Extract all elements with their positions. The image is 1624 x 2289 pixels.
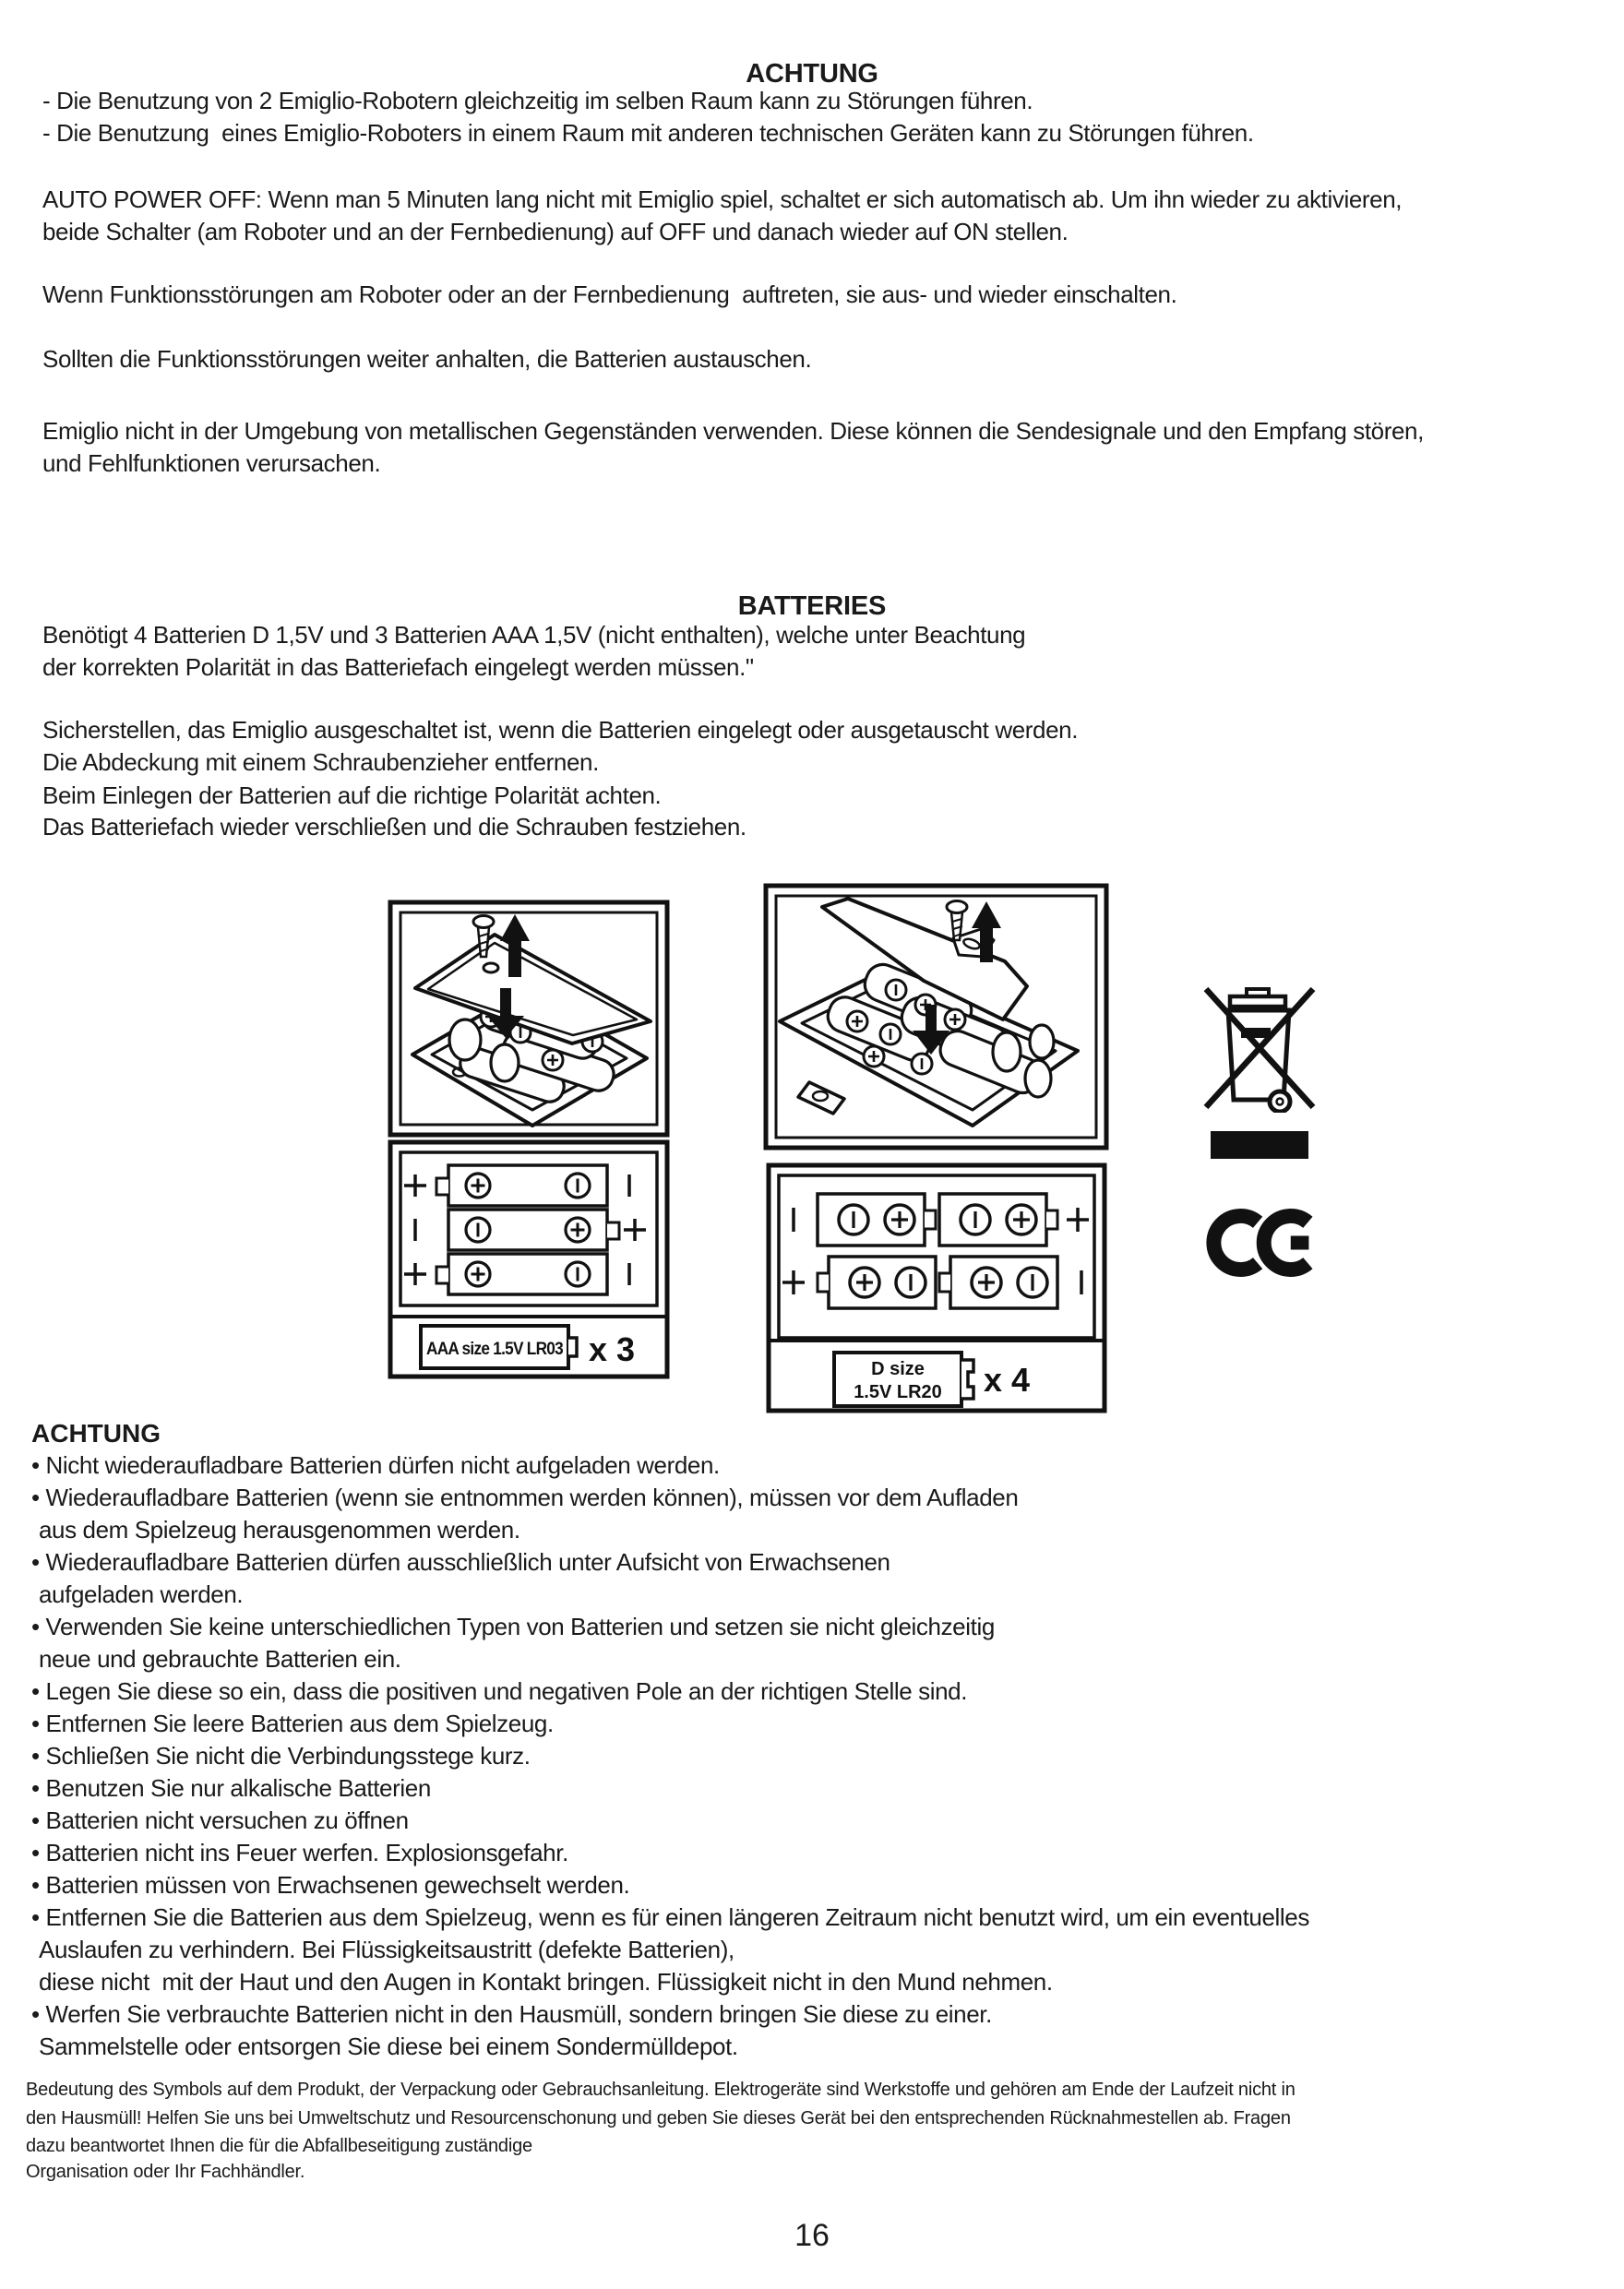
d-count-label: x 4: [984, 1361, 1031, 1399]
bullet-line: • Batterien nicht versuchen zu öffnen: [31, 1806, 409, 1834]
aaa-size-label: AAA size 1.5V LR03: [426, 1340, 564, 1359]
bullet-line: Sammelstelle oder entsorgen Sie diese bei einem Sondermülldepot.: [39, 2033, 738, 2060]
aaa-polarity-diagram: [388, 1139, 670, 1379]
text-line: der korrekten Polarität in das Batteriefach eingelegt werden müssen.": [42, 653, 754, 681]
text-line: Sicherstellen, das Emiglio ausgeschaltet ist, wenn die Batterien eingelegt oder ausgetauscht werden.: [42, 716, 1079, 744]
ce-mark-icon: [1204, 1202, 1317, 1283]
footer-line: den Hausmüll! Helfen Sie uns bei Umweltschutz und Resourcenschonung und geben Sie dieses Gerät bei den entsprechenden Rücknahmestellen ab. Fragen: [26, 2108, 1291, 2128]
bullet-line: neue und gebrauchte Batterien ein.: [39, 1645, 401, 1673]
weee-bin-icon: [1202, 984, 1317, 1113]
text-line: Sollten die Funktionsstörungen weiter anhalten, die Batterien austauschen.: [42, 345, 812, 373]
bullet-line: • Benutzen Sie nur alkalische Batterien: [31, 1774, 431, 1802]
text-line: Das Batteriefach wieder verschließen und die Schrauben festziehen.: [42, 813, 746, 840]
section-heading-achtung-2: ACHTUNG: [31, 1419, 161, 1448]
aaa-count-label: x 3: [589, 1330, 636, 1368]
footer-line: dazu beantwortet Ihnen die für die Abfallbeseitigung zuständige: [26, 2136, 532, 2156]
d-size-label-line2: 1.5V LR20: [854, 1382, 942, 1402]
section-heading-achtung: ACHTUNG: [746, 59, 878, 89]
bullet-line: • Entfernen Sie die Batterien aus dem Spielzeug, wenn es für einen längeren Zeitraum nicht benutzt wird, um ein eventuelles: [31, 1903, 1309, 1931]
bullet-line: • Wiederaufladbare Batterien (wenn sie entnommen werden können), müssen vor dem Aufladen: [31, 1484, 1019, 1511]
bullet-line: • Werfen Sie verbrauchte Batterien nicht in den Hausmüll, sondern bringen Sie diese zu einer.: [31, 2000, 992, 2028]
section-heading-batteries: BATTERIES: [737, 591, 887, 621]
bullet-line: • Legen Sie diese so ein, dass die positiven und negativen Pole an der richtigen Stelle sind.: [31, 1677, 968, 1705]
d-size-label-line1: D size: [871, 1359, 925, 1379]
text-line: Wenn Funktionsstörungen am Roboter oder an der Fernbedienung auftreten, sie aus- und wieder einschalten.: [42, 280, 1177, 308]
bullet-line: • Batterien müssen von Erwachsenen gewechselt werden.: [31, 1871, 630, 1899]
footer-line: Organisation oder Ihr Fachhändler.: [26, 2162, 305, 2182]
text-line: Benötigt 4 Batterien D 1,5V und 3 Batterien AAA 1,5V (nicht enthalten), welche unter Beachtung: [42, 621, 1026, 649]
aaa-battery-label: [421, 1326, 635, 1368]
aaa-compartment-diagram: [388, 900, 670, 1138]
bullet-line: • Entfernen Sie leere Batterien aus dem Spielzeug.: [31, 1710, 554, 1737]
text-line: Emiglio nicht in der Umgebung von metallischen Gegenständen verwenden. Diese können die Sendesignale und den Empfang stören,: [42, 417, 1424, 445]
bullet-line: aus dem Spielzeug herausgenommen werden.: [39, 1516, 520, 1544]
bullet-line: • Nicht wiederaufladbare Batterien dürfen nicht aufgeladen werden.: [31, 1451, 720, 1479]
bullet-line: • Batterien nicht ins Feuer werfen. Explosionsgefahr.: [31, 1839, 568, 1866]
d-compartment-diagram: [763, 883, 1109, 1150]
bullet-line: aufgeladen werden.: [39, 1580, 244, 1608]
text-line: Beim Einlegen der Batterien auf die richtige Polarität achten.: [42, 781, 662, 809]
bullet-line: • Wiederaufladbare Batterien dürfen ausschließlich unter Aufsicht von Erwachsenen: [31, 1548, 890, 1576]
bullet-line: Auslaufen zu verhindern. Bei Flüssigkeitsaustritt (defekte Batterien),: [39, 1936, 734, 1963]
footer-line: Bedeutung des Symbols auf dem Produkt, der Verpackung oder Gebrauchsanleitung. Elektrogeräte sind Werkstoffe und gehören am Ende der Laufzeit nicht in: [26, 2080, 1296, 2100]
text-line: Die Abdeckung mit einem Schraubenzieher entfernen.: [42, 748, 599, 776]
bullet-line: diese nicht mit der Haut und den Augen in Kontakt bringen. Flüssigkeit nicht in den Mund nehmen.: [39, 1968, 1053, 1996]
text-line: beide Schalter (am Roboter und an der Fernbedienung) auf OFF und danach wieder auf ON stellen.: [42, 218, 1069, 245]
bullet-line: • Verwenden Sie keine unterschiedlichen Typen von Batterien und setzen sie nicht gleichzeitig: [31, 1613, 995, 1640]
d-battery-label: [834, 1353, 1030, 1406]
d-polarity-diagram: [766, 1162, 1107, 1413]
battery-slot-row: [794, 1194, 1089, 1246]
page-number: 16: [794, 2218, 830, 2253]
black-bar-symbol: [1211, 1131, 1308, 1159]
bullet-line: • Schließen Sie nicht die Verbindungsstege kurz.: [31, 1742, 531, 1770]
text-line: - Die Benutzung von 2 Emiglio-Robotern gleichzeitig im selben Raum kann zu Störungen führen.: [42, 87, 1033, 114]
battery-slot-row: [782, 1257, 1081, 1308]
text-line: und Fehlfunktionen verursachen.: [42, 449, 381, 477]
text-line: AUTO POWER OFF: Wenn man 5 Minuten lang nicht mit Emiglio spiel, schaltet er sich automatisch ab. Um ihn wieder zu aktivieren,: [42, 185, 1403, 213]
text-line: - Die Benutzung eines Emiglio-Roboters in einem Raum mit anderen technischen Geräten kann zu Störungen führen.: [42, 119, 1254, 147]
